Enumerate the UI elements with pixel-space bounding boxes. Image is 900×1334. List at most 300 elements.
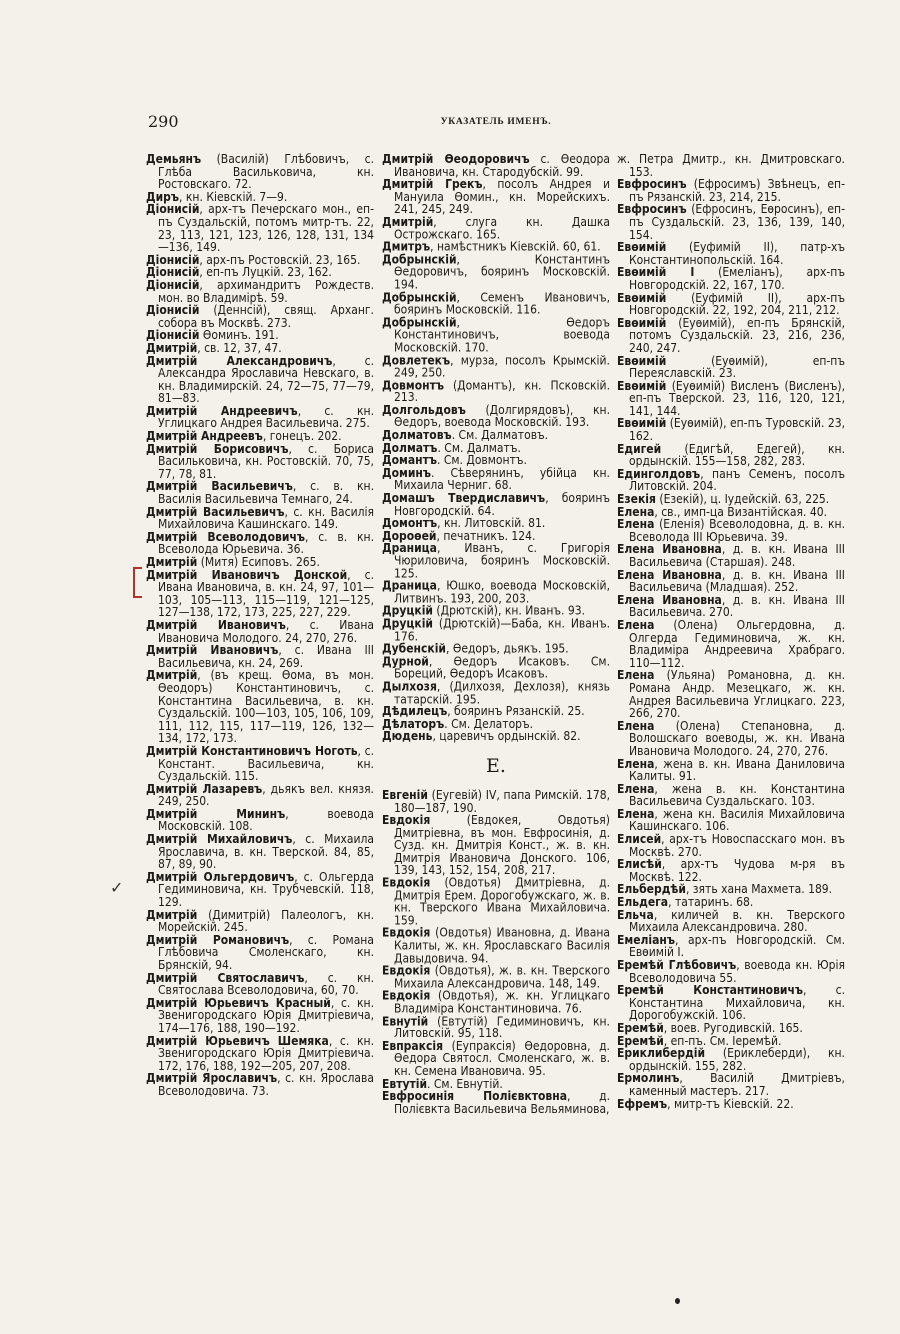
index-entry <box>617 1072 845 1097</box>
index-entry <box>146 506 374 531</box>
entry-text: (Деннсій), свящ. Арханг. собора въ Москвѣ. 273. <box>158 303 374 330</box>
entry-text: , арх-пъ Новгородскій. См. Евѳимій I. <box>629 932 845 960</box>
entry-headword: Доминъ <box>382 465 431 480</box>
entry-text: , с. в. кн. Василія Васильевича Темнаго, 24. <box>158 479 375 507</box>
index-entry <box>382 990 610 1015</box>
entry-headword: Діонисій <box>146 252 200 267</box>
index-entry <box>146 833 374 871</box>
entry-text: . См. Евнутій. <box>427 1076 503 1091</box>
index-entry <box>617 783 845 808</box>
entry-headword: Дмитрій Ивановичъ <box>146 643 279 658</box>
entry-text: . Сѣверянинъ, убійца кн. Михаила Черниг. 68. <box>394 465 610 493</box>
entry-headword: Добрынскій <box>382 315 457 330</box>
index-entry <box>617 178 845 203</box>
entry-headword: Елена Ивановна <box>617 542 722 557</box>
entry-text: , намѣстникъ Кіевскій. 60, 61. <box>430 239 601 254</box>
entry-text: , татаринъ. 68. <box>668 895 754 910</box>
entry-headword: Евѳимій <box>617 353 667 368</box>
entry-headword: Елена <box>617 517 655 532</box>
entry-text: (Домантъ), кн. Псковскій. 213. <box>394 377 610 405</box>
entry-text: , Семенъ Ивановичъ, бояринъ Московскій. 116. <box>394 290 610 317</box>
entry-text: , арх-тъ Новоспасскаго мон. въ Москвѣ. 270. <box>629 832 845 859</box>
entry-text: (Митя) Есиповъ. 265. <box>197 555 320 569</box>
index-entry <box>617 984 845 1022</box>
entry-text: , бояринъ Новгородскій. 64. <box>394 490 611 518</box>
entry-text: , посолъ Андрея и Мануила Ѳомин., кн. Морейскихъ. 241, 245, 249. <box>394 177 610 217</box>
entry-headword: Дороѳей <box>382 528 437 543</box>
entry-headword: Дмитрій Мининъ <box>146 806 286 821</box>
entry-text: (Емеліанъ), арх-пъ Новгородскій. 22, 167, 170. <box>629 265 845 292</box>
entry-text: (Евтутій) Гедиминовичъ, кн. Литовскій. 95, 118. <box>394 1013 610 1041</box>
index-entry <box>617 758 845 783</box>
entry-headword: Дмитрій Андреевичъ <box>146 403 298 418</box>
page-number: 290 <box>148 112 179 131</box>
entry-text: , с. кн. Ярослава Всеволодовича. 73. <box>158 1071 374 1098</box>
index-entry <box>382 492 610 517</box>
entry-text: , бояринъ Рязанскій. 25. <box>447 704 585 719</box>
entry-text: (Ериклеберди), кн. ордынскій. 155, 282. <box>629 1046 845 1073</box>
entry-headword: Евдокія <box>382 963 431 978</box>
entry-headword: Ельбердѣй <box>617 882 686 897</box>
entry-text: , с. Михаила Ярославича, в. кн. Тверской. 84, 85, 87, 89, 90. <box>158 832 374 872</box>
entry-text: , св. 12, 37, 47. <box>197 340 282 355</box>
entry-text: , киличей в. кн. Тверского Михаила Александровича. 280. <box>629 907 845 935</box>
entry-text: (Димитрій) Палеологъ, кн. Морейскій. 245. <box>158 907 374 935</box>
entry-headword: Діонисій <box>146 328 200 343</box>
entry-text: Ѳоминъ. 191. <box>199 328 279 343</box>
index-entry <box>146 871 374 909</box>
index-entry <box>146 934 374 972</box>
entry-headword: Ельча <box>617 907 654 922</box>
entry-headword: Евпраксія <box>382 1039 444 1053</box>
entry-text: (Еуѳимій) Висленъ (Висленъ), еп-пъ Тверской. 23, 116, 120, 121, 141, 144. <box>629 378 845 418</box>
entry-headword: Дмитрій Святославичъ <box>146 970 305 985</box>
entry-headword: Евгеній <box>382 787 428 802</box>
index-entry <box>146 783 374 808</box>
entry-headword: Драница <box>382 578 437 593</box>
entry-text: , печатникъ. 124. <box>436 528 536 543</box>
index-entry <box>382 542 610 580</box>
entry-headword: Елена Ивановна <box>617 567 722 582</box>
index-entry <box>382 965 610 990</box>
entry-text: , с. Бориса Васильковича, кн. Ростовскій. 70, 75, 77, 78, 81. <box>158 441 375 481</box>
margin-bracket-mark <box>133 567 142 598</box>
entry-text: , Ѳедоръ Константиновичъ, воевода Московскій. 170. <box>394 315 610 355</box>
entry-text: , воевода Московскій. 108. <box>158 806 374 834</box>
index-entry <box>382 618 610 643</box>
entry-headword: Евфросинія Полієвктовна <box>382 1089 567 1104</box>
entry-text: , Ѳедоръ, дьякъ. 195. <box>445 641 569 656</box>
entry-headword: Евнутій <box>382 1013 429 1028</box>
entry-headword: Драница <box>382 541 437 556</box>
section-letter-heading: Е. <box>486 755 506 777</box>
index-entry <box>617 569 845 594</box>
entry-text: , с. кн. Святослава Всеволодовича, 60, 70. <box>158 970 374 998</box>
index-entry <box>382 1015 610 1040</box>
entry-headword: Елисей <box>617 832 662 847</box>
entry-text: , д. в. кн. Ивана III Васильевича (Старшая). 248. <box>629 542 845 569</box>
entry-text: , Юшко, воевода Московскій, Литвинъ. 193, 200, 203. <box>394 578 610 606</box>
entry-text: , жена в. кн. Константина Васильевича Суздальскаго. 103. <box>629 781 845 809</box>
index-entry <box>146 1072 374 1097</box>
entry-text: , дьякъ вел. князя. 249, 250. <box>158 781 374 809</box>
entry-headword: Долматъ <box>382 440 438 455</box>
entry-text: (Еуфимій II), патр-хъ Константинопольскій. 164. <box>629 240 845 267</box>
index-entry <box>146 619 374 644</box>
index-entry <box>382 379 610 404</box>
entry-text: (Овдотья) Ивановна, д. Ивана Калиты, ж. кн. Ярославскаго Василія Давыдовича. 94. <box>394 926 610 966</box>
entry-text: , жена в. кн. Ивана Даниловича Калиты. 91. <box>629 756 845 784</box>
index-entry <box>146 203 374 253</box>
entry-text: (Ефросимъ) Звѣнецъ, еп-пъ Рязанскій. 23, 214, 215. <box>629 177 845 204</box>
entry-text: , с. Александра Ярославича Невскаго, в. кн. Владимирскій. 24, 72—75, 77—79, 81—83. <box>158 353 375 406</box>
index-entry <box>146 355 374 405</box>
entry-headword: Демьянъ <box>146 152 202 166</box>
entry-text: (Олена) Ольгердовна, д. Олгерда Гедиминовича, ж. кн. Владиміра Андреевича Храбраго. 110—112. <box>629 617 845 670</box>
entry-text: , жена кн. Василія Михайловича Кашинскаго. 106. <box>629 806 845 834</box>
entry-text: , д. в. кн. Ивана III Васильевича. 270. <box>629 592 845 620</box>
entry-text: , с. в. кн. Всеволода Юрьевича. 36. <box>158 529 374 557</box>
index-entry <box>146 443 374 481</box>
index-entry <box>146 405 374 430</box>
entry-text: , зять хана Махмета. 189. <box>685 882 833 897</box>
entry-headword: Елена <box>617 781 655 796</box>
index-entry <box>617 833 845 858</box>
entry-headword: Добрынскій <box>382 252 457 267</box>
entry-headword: Ефремъ <box>617 1096 668 1111</box>
entry-text: (Еуфимій II), арх-пъ Новгородскій. 22, 192, 204, 211, 212. <box>629 290 845 318</box>
entry-headword: Дмитрій Юрьевичъ Красный <box>146 995 331 1010</box>
index-entry <box>382 316 610 354</box>
entry-headword: Еремѣй Глѣбовичъ <box>617 958 737 972</box>
index-entry <box>146 1035 374 1073</box>
entry-headword: Еремѣй Константиновичъ <box>617 983 804 998</box>
index-entry <box>382 680 610 705</box>
entry-headword: Друцкій <box>382 616 433 631</box>
index-entry <box>617 317 845 355</box>
entry-text: , еп-пъ Луцкій. 23, 162. <box>199 265 332 280</box>
entry-headword: Евфросинъ <box>617 177 687 192</box>
entry-text: , еп-пъ. См. Іеремѣй. <box>663 1033 782 1048</box>
entry-text: , кн. Литовскій. 81. <box>437 516 546 531</box>
entry-text: . См. Довмонтъ. <box>436 453 527 468</box>
entry-text: , (въ крещ. Ѳома, въ мон. Ѳеодоръ) Константиновичъ, с. Константина Васильевича, в. кн. Суздальскій. 100—103, 105, 106, 109, 111, 112, 115, 117—119, 126, 132—134, 172, 173. <box>158 668 374 746</box>
entry-headword: Елена <box>617 617 655 632</box>
index-entry <box>146 569 374 619</box>
index-entry <box>617 292 845 317</box>
entry-headword: Елена <box>617 504 655 519</box>
index-entry <box>382 877 610 927</box>
entry-headword: Дмитрій Ивановичъ Донской <box>146 567 348 582</box>
entry-text: , слуга кн. Дашка Острожскаго. 165. <box>394 214 610 242</box>
index-entry <box>146 808 374 833</box>
entry-headword: Дмитрій Ольгердовичъ <box>146 869 295 884</box>
entry-text: , арх-тъ Печерскаго мон., еп-пъ Суздальскій, потомъ митр-тъ. 22, 23, 113, 121, 123, 126, 128, 131, 134—136, 149. <box>158 202 374 255</box>
entry-headword: Дмитрій Ѳеодоровичъ <box>382 152 530 166</box>
index-entry <box>382 814 610 877</box>
entry-text: , (Дилхозя, Дехлозя), князь татарскій. 195. <box>394 679 610 706</box>
index-entry <box>382 655 610 680</box>
entry-text: (Олена) Степановна, д. Волошскаго воеводы, ж. кн. Ивана Ивановича Молодого. 24, 270, 276. <box>629 718 845 758</box>
entry-text: , мурза, посолъ Крымскій. 249, 250. <box>394 352 610 380</box>
index-entry <box>617 355 845 380</box>
index-entry <box>382 253 610 291</box>
entry-headword: Евдокія <box>382 813 431 827</box>
entry-text: , Ѳедоръ Исаковъ. См. Бореций, Ѳедоръ Исаковъ. <box>394 654 610 681</box>
entry-headword: Дмитрій Михайловичъ <box>146 832 293 847</box>
entry-text: (Едигѣй, Едегей), кн. ордынскій. 155—158, 282, 283. <box>629 441 845 469</box>
entry-text: (Ефросинъ, Еѳросинъ), еп-пъ Суздальскій. 23, 136, 139, 140, 154. <box>629 202 845 242</box>
entry-headword: Елисѣй <box>617 857 662 872</box>
index-entry <box>146 531 374 556</box>
entry-text: (Езекій), ц. Іудейскій. 63, 225. <box>655 492 830 507</box>
entry-headword: Евдокія <box>382 926 431 940</box>
index-entry <box>146 279 374 304</box>
entry-headword: Домонтъ <box>382 516 438 531</box>
entry-headword: Діонисій <box>146 303 200 318</box>
index-entry <box>617 619 845 669</box>
entry-text: (Еупраксія) Ѳедоровна, д. Ѳедора Святосл. Смоленскаго, ж. в. кн. Семена Ивановича. 95. <box>394 1039 610 1079</box>
index-entry <box>617 241 845 266</box>
index-entry <box>617 594 845 619</box>
entry-headword: Елена <box>617 668 655 683</box>
ink-spot <box>675 1298 680 1304</box>
entry-text: ж. Петра Дмитр., кн. Дмитровскаго. 153. <box>617 152 845 179</box>
entry-text: , царевичъ ордынскій. 82. <box>432 729 581 744</box>
entry-text: (Евдокея, Овдотья) Дмитріевна, въ мон. Евфросинія, д. Сузд. кн. Дмитрія Конст., ж. в. кн. Дмитрія Ивановича Донского. 106, 139, 143, 152, 154, 208, 217. <box>394 813 610 878</box>
entry-headword: Довлетекъ <box>382 352 451 367</box>
entry-headword: Емеліанъ <box>617 932 675 947</box>
entry-text: , с. Ивана Ивановича Молодого. 24, 270, 276. <box>158 617 375 645</box>
entry-headword: Долматовъ <box>382 428 452 443</box>
index-entry <box>382 580 610 605</box>
entry-headword: Евѳимій <box>617 315 667 330</box>
entry-headword: Единголдовъ <box>617 466 701 481</box>
index-entry <box>617 808 845 833</box>
entry-headword: Дюдень <box>382 729 433 744</box>
entry-text: , д. Полієвкта Васильевича Вельяминова, <box>394 1089 610 1116</box>
entry-headword: Дмитрій Грекъ <box>382 177 483 192</box>
entry-headword: Ельдега <box>617 895 669 910</box>
index-entry <box>382 216 610 241</box>
entry-headword: Дмитрій Васильевичъ <box>146 504 285 519</box>
entry-headword: Едигей <box>617 441 662 456</box>
entry-headword: Евѳимій <box>617 378 667 393</box>
entry-headword: Дмитрій Константиновичъ Ноготь <box>146 743 358 758</box>
entry-text: (Дрютскій)—Баба, кн. Иванъ. 176. <box>394 616 610 644</box>
entry-text: , Василій Дмитріевъ, каменный мастеръ. 217. <box>629 1071 845 1098</box>
entry-text: , с. кн. Звенигородскаго Юрія Дмитріевича, 174—176, 188, 190—192. <box>158 995 375 1035</box>
index-entry <box>617 959 845 984</box>
entry-text: . См. Далматъ. <box>437 440 521 455</box>
entry-text: , с. Ивана Ивановича, в. кн. 24, 97, 101—103, 105—113, 115—119, 121—125, 127—138, 172, 173, 225, 227, 229. <box>158 567 375 620</box>
index-entry <box>146 997 374 1035</box>
entry-headword: Дубенскій <box>382 641 446 656</box>
entry-headword: Еремѣй <box>617 1033 664 1048</box>
entry-text: (Овдотья), ж. в. кн. Тверского Михаила Александровича. 148, 149. <box>394 963 610 991</box>
entry-text: (Овдотья) Дмитріевна, д. Дмитрія Ерем. Дорогобужскаго, ж. в. кн. Тверского Ивана Михайловича. 159. <box>394 875 610 928</box>
entry-text: (Еленія) Всеволодовна, д. в. кн. Всеволода III Юрьевича. 39. <box>629 517 845 544</box>
margin-check-mark: ✓ <box>110 880 124 897</box>
index-entry <box>617 518 845 543</box>
entry-text: , Иванъ, с. Григорія Чюриловича, бояринъ Московскій. 125. <box>394 541 610 581</box>
index-entry <box>617 153 845 178</box>
entry-text: , арх-тъ Чудова м-ря въ Москвѣ. 122. <box>629 857 845 884</box>
index-entry <box>617 1098 845 1111</box>
entry-headword: Ериклибердій <box>617 1046 706 1061</box>
entry-text: . См. Делаторъ. <box>444 716 534 731</box>
entry-headword: Дмитрій Всеволодовичъ <box>146 529 305 544</box>
index-entry <box>617 468 845 493</box>
entry-headword: Дмитрій Лазаревъ <box>146 781 263 796</box>
index-entry <box>382 1090 610 1115</box>
entry-headword: Дмитрій Васильевичъ <box>146 479 293 494</box>
index-entry <box>617 203 845 241</box>
entry-text: , д. в. кн. Ивана III Васильевича (Младшая). 252. <box>629 567 845 595</box>
entry-headword: Елена Ивановна <box>617 592 722 607</box>
index-entry <box>146 669 374 745</box>
entry-text: (Василій) Глѣбовичъ, с. Глѣба Васильковича, кн. Ростовскаго. 72. <box>158 152 374 192</box>
entry-headword: Евѳимій I <box>617 265 695 280</box>
entry-headword: Друцкій <box>382 603 433 618</box>
index-entry <box>617 858 845 883</box>
entry-text: , Константинъ Ѳедоровичъ, бояринъ Московскій. 194. <box>394 252 610 292</box>
entry-headword: Домашъ Твердиславичъ <box>382 490 546 505</box>
page-header <box>148 112 844 134</box>
entry-text: с. Ѳеодора Ивановича, кн. Стародубскій. 99. <box>394 152 610 179</box>
entry-text: , с. Констант. Васильевича, кн. Суздальскій. 115. <box>158 743 374 784</box>
entry-headword: Дмитрій Борисовичъ <box>146 441 289 456</box>
entry-text: , с. кн. Василія Михайловича Кашинскаго. 149. <box>158 504 374 532</box>
entry-headword: Евтутій <box>382 1076 428 1091</box>
entry-text: , с. Ивана III Васильевича, кн. 24, 269. <box>158 643 374 670</box>
entry-text: , с. Ольгерда Гедиминовича, кн. Трубчевскій. 118, 129. <box>158 869 374 910</box>
entry-headword: Дмитрій Александровичъ <box>146 353 333 368</box>
entry-headword: Ермолинъ <box>617 1071 680 1086</box>
index-entry <box>146 909 374 934</box>
entry-headword: Елена <box>617 718 655 733</box>
index-entry <box>617 380 845 418</box>
entry-text: , с. Константина Михайловича, кн. Дорогобужскій. 106. <box>629 983 845 1023</box>
entry-headword: Евфросинъ <box>617 202 687 217</box>
entry-headword: Евѳимій <box>617 240 667 255</box>
index-entry <box>617 417 845 442</box>
entry-text: , с. кн. Звенигородскаго Юрія Дмитріевича. 172, 176, 188, 192—205, 207, 208. <box>158 1033 374 1073</box>
entry-headword: Дмитрій <box>382 214 434 229</box>
entry-headword: Дмитрій <box>146 907 198 922</box>
index-entry <box>382 153 610 178</box>
entry-headword: Дмитръ <box>382 239 431 254</box>
entry-text: (Еуѳимій), еп-пъ Переяславскій. 23. <box>629 353 845 381</box>
entry-text: (Овдотья), ж. кн. Углицкаго Владиміра Константиновича. 76. <box>394 988 610 1016</box>
entry-headword: Добрынскій <box>382 290 457 305</box>
index-entry <box>146 745 374 783</box>
entry-headword: Евѳимій <box>617 290 667 305</box>
index-column-2 <box>382 153 610 1115</box>
entry-headword: Довмонтъ <box>382 377 444 392</box>
index-entry <box>146 644 374 669</box>
index-entry <box>382 467 610 492</box>
entry-text: , гонецъ. 202. <box>262 429 342 444</box>
entry-text: (Долгирядовъ), кн. Ѳедоръ, воевода Московскій. 193. <box>394 403 610 430</box>
entry-headword: Езекія <box>617 492 656 507</box>
index-column-1 <box>146 153 374 1098</box>
entry-headword: Дѣлаторъ <box>382 716 445 731</box>
entry-text: (Еугевій) IV, папа Римскій. 178, 180—187, 190. <box>394 787 610 815</box>
index-entry <box>146 153 374 191</box>
entry-headword: Дмитрій Ивановичъ <box>146 617 286 632</box>
running-head: УКАЗАТЕЛЬ ИМЕНЪ. <box>440 117 552 127</box>
entry-headword: Домантъ <box>382 453 437 468</box>
index-entry <box>382 927 610 965</box>
index-entry <box>617 720 845 758</box>
entry-headword: Дмитрій <box>146 555 198 569</box>
index-entry <box>382 731 610 744</box>
entry-text: , митр-тъ Кіевскій. 22. <box>667 1096 794 1111</box>
entry-headword: Діонисій <box>146 277 200 292</box>
entry-text: , арх-пъ Ростовскій. 23, 165. <box>199 252 361 267</box>
entry-headword: Дмитрій <box>146 668 198 683</box>
entry-text: , панъ Семенъ, посолъ Литовскій. 204. <box>629 466 845 494</box>
entry-headword: Дурной <box>382 654 429 669</box>
index-entry <box>146 304 374 329</box>
entry-headword: Диръ <box>146 189 180 204</box>
entry-text: , с. Романа Глѣбовича Смоленскаго, кн. Брянскій, 94. <box>158 932 374 972</box>
entry-headword: Дылхозя <box>382 679 437 694</box>
entry-headword: Евѳимій <box>617 416 667 431</box>
entry-headword: Діонисій <box>146 202 200 217</box>
entry-headword: Дѣдилецъ <box>382 704 448 719</box>
entry-text: (Дрютскій), кн. Иванъ. 93. <box>432 603 586 618</box>
index-entry <box>617 543 845 568</box>
index-entry <box>617 443 845 468</box>
index-entry <box>382 404 610 429</box>
index-entry <box>146 972 374 997</box>
index-entry <box>382 291 610 316</box>
entry-headword: Дмитрій Юрьевичъ Шемяка <box>146 1033 329 1048</box>
entry-headword: Дмитрій Андреевъ <box>146 429 263 444</box>
entry-text: , кн. Кіевскій. 7—9. <box>179 189 288 204</box>
entry-text: , архимандритъ Рождеств. мон. во Владимірѣ. 59. <box>158 277 374 305</box>
index-entry <box>382 1040 610 1078</box>
index-entry <box>617 266 845 291</box>
entry-headword: Евдокія <box>382 988 431 1003</box>
entry-headword: Елена <box>617 806 655 821</box>
entry-text: , воев. Ругодивскій. 165. <box>663 1020 803 1035</box>
index-entry <box>382 178 610 216</box>
entry-headword: Дмитрій Романовичъ <box>146 932 290 947</box>
entry-text: (Еуѳимій), еп-пъ Туровскій. 23, 162. <box>629 416 845 444</box>
index-entry <box>617 669 845 719</box>
index-entry <box>617 1047 845 1072</box>
entry-text: (Еуѳимій), еп-пъ Брянскій, потомъ Суздальскій. 23, 216, 236, 240, 247. <box>629 315 845 355</box>
entry-text: . См. Далматовъ. <box>451 428 549 443</box>
entry-headword: Евдокія <box>382 875 431 890</box>
entry-headword: Дмитрій <box>146 340 198 355</box>
entry-headword: Дмитрій Ярославичъ <box>146 1071 278 1086</box>
entry-headword: Еремѣй <box>617 1020 664 1035</box>
entry-text: (Ульяна) Романовна, д. кн. Романа Андр. Мезецкаго, ж. кн. Андрея Васильевича Углицкаго. 223, 266, 270. <box>629 668 845 721</box>
entry-text: , с. кн. Углицкаго Андрея Васильевича. 275. <box>158 403 375 431</box>
index-column-3 <box>617 153 845 1110</box>
entry-text: , воевода кн. Юрія Всеволодовича 55. <box>629 958 845 985</box>
entry-headword: Долгольдовъ <box>382 403 466 418</box>
index-entry <box>146 480 374 505</box>
index-entry <box>617 909 845 934</box>
entry-headword: Діонисій <box>146 265 200 280</box>
entry-headword: Елена <box>617 756 655 771</box>
index-entry <box>382 354 610 379</box>
